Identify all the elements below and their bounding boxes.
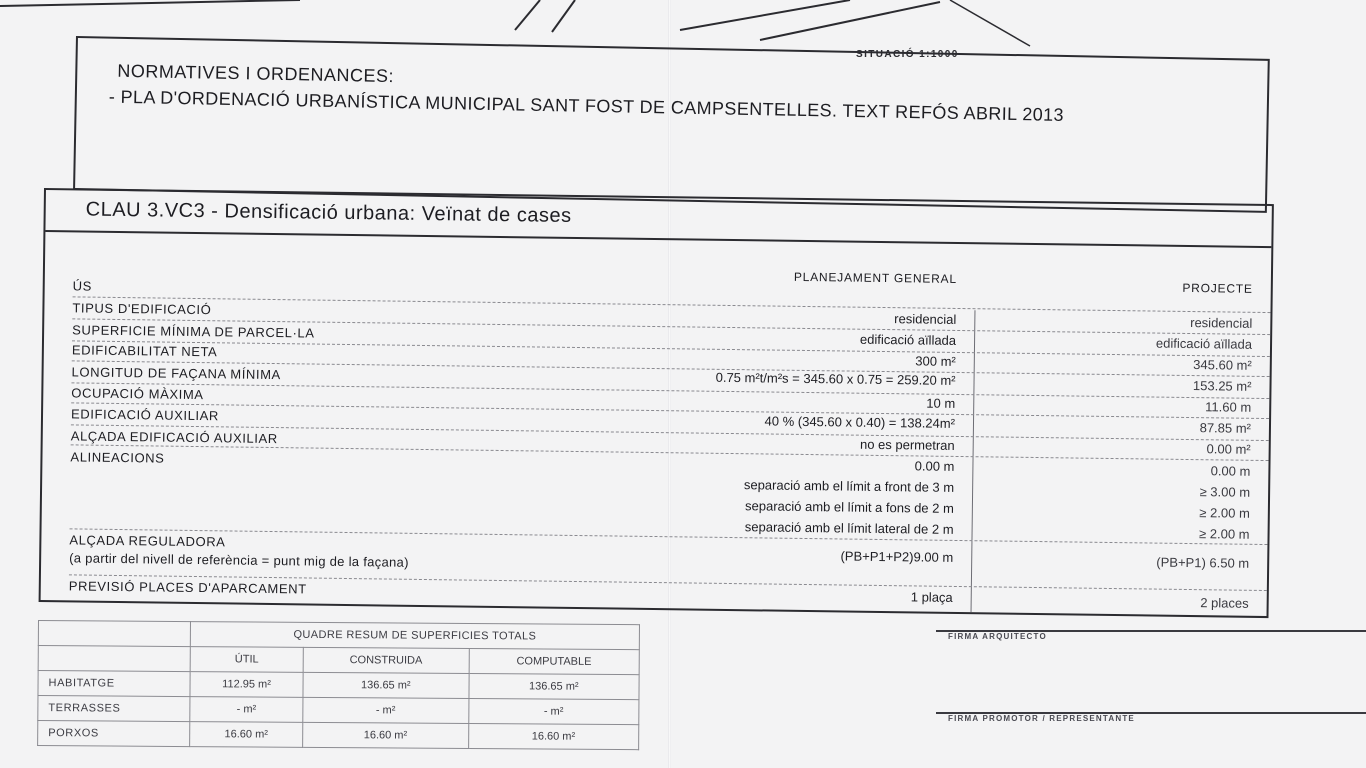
summary-row-label: PORXOS [38, 721, 190, 747]
promoter-signature-label: FIRMA PROMOTOR / REPRESENTANTE [948, 714, 1135, 723]
general-alineacions-front: separació amb el límit a front de 3 m [743, 477, 955, 495]
summary-cell: - m² [303, 697, 469, 723]
header-planejament-general: PLANEJAMENT GENERAL [793, 269, 957, 286]
row-divider [70, 528, 1268, 545]
summary-col-computable: COMPUTABLE [469, 649, 640, 675]
summary-corner [38, 646, 190, 672]
row-divider [71, 402, 1269, 419]
header-projecte: PROJECTE [1182, 280, 1253, 296]
summary-cell: - m² [468, 699, 639, 725]
row-divider [71, 444, 1269, 461]
project-alcada-auxiliar: 0.00 m² [1206, 441, 1251, 457]
label-us: ÚS [72, 278, 93, 294]
general-edificacio-auxiliar: 40 % (345.60 x 0.40) = 138.24m² [764, 413, 956, 431]
project-alineacions-front: ≥ 3.00 m [1199, 484, 1251, 500]
label-alineacions: ALINEACIONS [70, 449, 165, 466]
normatives-text: - PLA D'ORDENACIÓ URBANÍSTICA MUNICIPAL SANT FOST DE CAMPSENTELLES. TEXT REFÓS ABRIL 2013 [108, 86, 1065, 125]
summary-cell: 136.65 m² [303, 672, 469, 698]
summary-col-construida: CONSTRUIDA [303, 647, 469, 673]
normatives-title: NORMATIVES I ORDENANCES: [117, 60, 395, 87]
label-edificabilitat: EDIFICABILITAT NETA [71, 342, 218, 360]
project-alineacions-fons: ≥ 2.00 m [1199, 505, 1250, 521]
situation-scale-label: SITUACIÓ 1:1000 [856, 49, 959, 60]
row-divider [71, 382, 1269, 399]
summary-table-block [37, 620, 638, 742]
general-alineacions-fons: separació amb el límit a fons de 2 m [744, 498, 954, 516]
general-alineacions-base: 0.00 m [914, 458, 955, 474]
summary-cell: 16.60 m² [468, 724, 639, 750]
general-alineacions-lateral: separació amb el límit lateral de 2 m [744, 519, 954, 537]
label-tipus-edificacio: TIPUS D'EDIFICACIÓ [72, 300, 212, 318]
project-alineacions-base: 0.00 m [1210, 463, 1251, 479]
general-alcada-reguladora: (PB+P1+P2)9.00 m [840, 548, 954, 565]
column-divider [971, 310, 976, 612]
summary-row-label: HABITATGE [38, 671, 190, 697]
summary-cell: 136.65 m² [468, 674, 639, 700]
label-previsio-places: PREVISIÓ PLACES D'APARCAMENT [68, 578, 307, 597]
architect-signature-label: FIRMA ARQUITECTO [948, 632, 1047, 641]
summary-corner [38, 621, 190, 647]
label-alcada-auxiliar: ALÇADA EDIFICACIÓ AUXILIAR [70, 428, 278, 447]
row-divider [73, 296, 1271, 313]
project-superficie-minima: edificació aïllada [1155, 335, 1253, 352]
project-alcada-reguladora: (PB+P1) 6.50 m [1156, 554, 1250, 571]
general-previsio-places: 1 plaça [910, 589, 953, 605]
summary-cell: 16.60 m² [190, 722, 303, 748]
general-edificabilitat: 300 m² [915, 353, 956, 369]
urban-parameters-table [39, 188, 1274, 618]
normatives-box [73, 36, 1270, 213]
label-edificacio-auxiliar: EDIFICACIÓ AUXILIAR [70, 406, 220, 424]
table-title: CLAU 3.VC3 - Densificació urbana: Veïnat de cases [85, 198, 572, 227]
project-edificacio-auxiliar: 87.85 m² [1199, 420, 1252, 436]
project-previsio-places: 2 places [1200, 595, 1249, 611]
general-alcada-auxiliar: no es permetran [859, 436, 955, 453]
project-ocupacio: 11.60 m [1205, 399, 1252, 415]
project-tipus-edificacio: residencial [1190, 315, 1253, 331]
summary-table [37, 620, 640, 750]
project-longitud-facana: 153.25 m² [1192, 378, 1252, 394]
summary-row-label: TERRASSES [38, 696, 190, 722]
table-row [38, 721, 639, 750]
general-superficie-minima: edificació aïllada [859, 331, 957, 348]
label-alcada-reguladora-note: (a partir del nivell de referència = punt mig de la façana) [69, 550, 409, 570]
summary-caption: QUADRE RESUM DE SUPERFICIES TOTALS [190, 622, 639, 650]
label-alcada-reguladora: ALÇADA REGULADORA [69, 532, 226, 550]
project-alineacions-lateral: ≥ 2.00 m [1198, 526, 1250, 542]
row-divider [71, 340, 1270, 360]
general-longitud-facana: 0.75 m²t/m²s = 345.60 x 0.75 = 259.20 m² [715, 369, 956, 388]
label-longitud-facana: LONGITUD DE FAÇANA MÍNIMA [71, 364, 281, 383]
label-ocupacio: OCUPACIÓ MÀXIMA [71, 385, 204, 403]
project-edificabilitat: 345.60 m² [1193, 357, 1252, 373]
summary-cell: - m² [190, 697, 303, 723]
general-ocupacio: 10 m [926, 395, 956, 411]
summary-cell: 112.95 m² [190, 672, 303, 698]
summary-col-util: ÚTIL [190, 647, 303, 673]
summary-cell: 16.60 m² [303, 722, 469, 748]
label-superficie-minima: SUPERFICIE MÍNIMA DE PARCEL·LA [72, 322, 315, 341]
general-tipus-edificacio: residencial [894, 311, 957, 327]
